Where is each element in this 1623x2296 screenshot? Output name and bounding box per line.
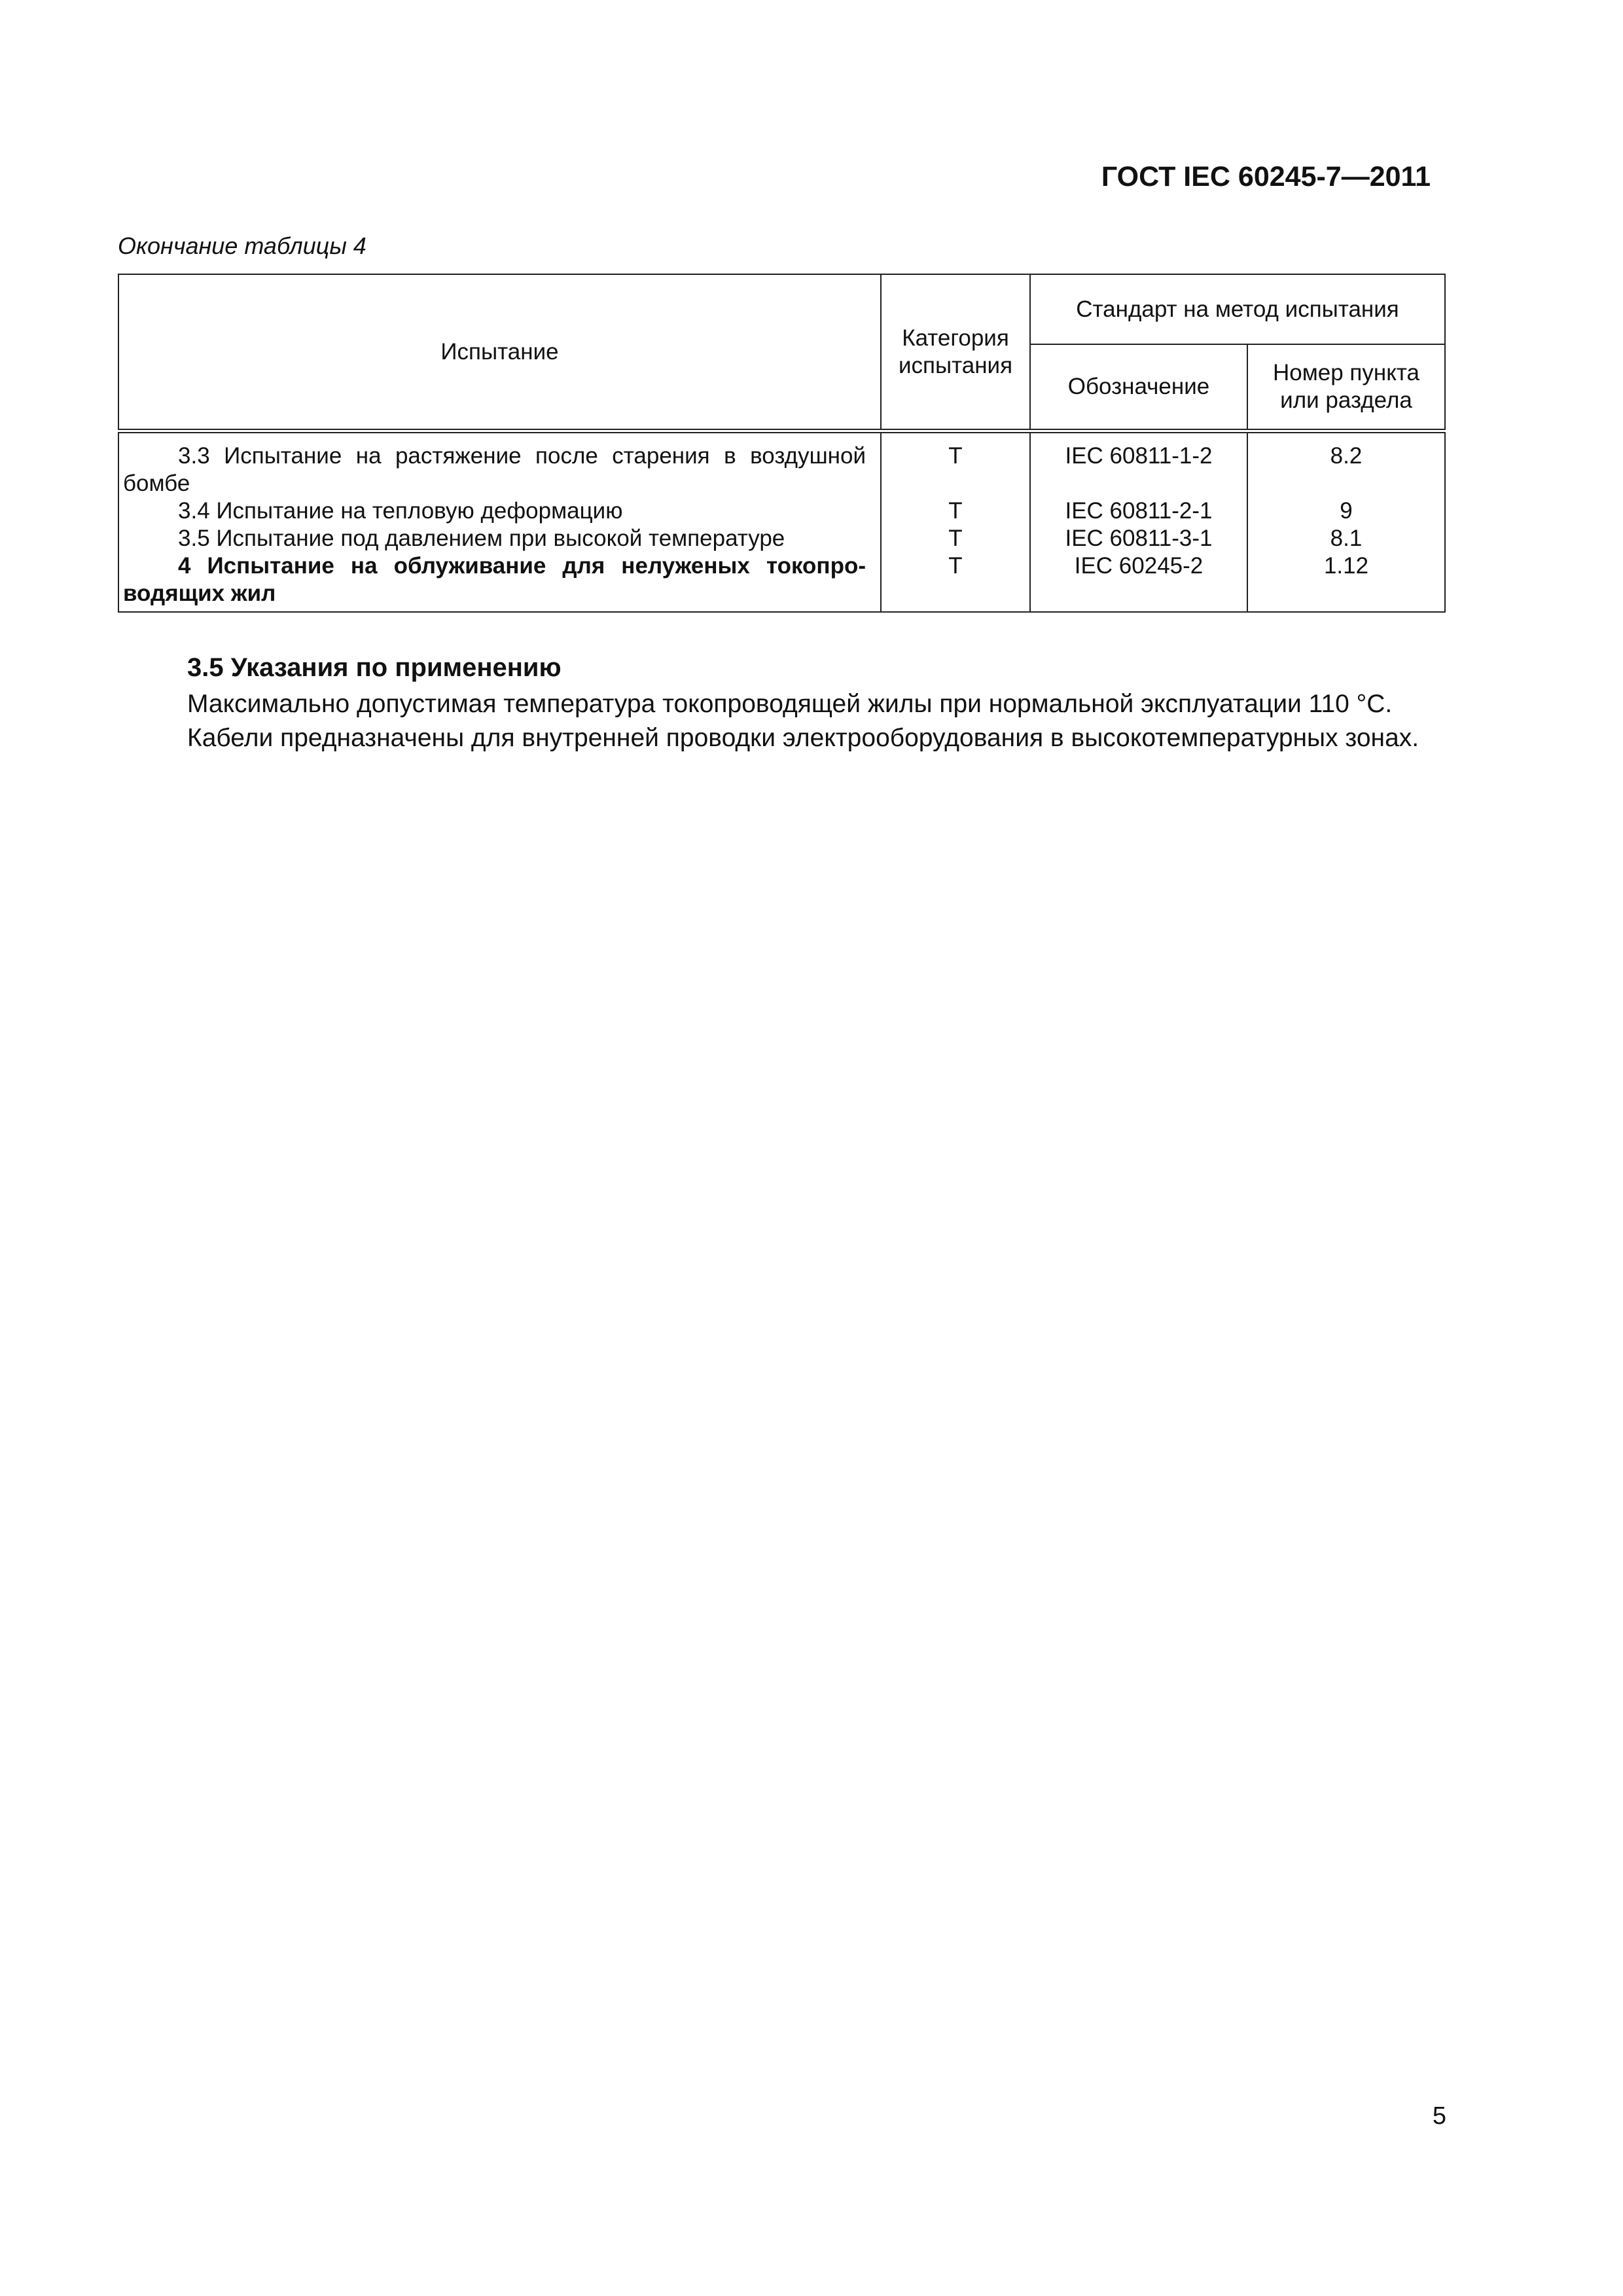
table-row	[118, 552, 1445, 612]
table-row	[118, 497, 1445, 525]
header-test: Испытание	[118, 274, 881, 431]
document-code: ГОСТ IEC 60245-7—2011	[1101, 161, 1431, 192]
cell-test	[118, 525, 881, 552]
cell-test	[118, 431, 881, 498]
cell-clause: 8.2	[1247, 431, 1445, 498]
cell-designation: IEC 60245-2	[1030, 552, 1247, 612]
cell-test-text: 4 Испытание на облуживание для нелуженых токопроводящих жил	[123, 553, 866, 606]
cell-designation: IEC 60811-3-1	[1030, 525, 1247, 552]
table-row	[118, 431, 1445, 498]
section-heading: 3.5 Указания по применению	[187, 653, 562, 682]
cell-category: Т	[881, 552, 1030, 612]
cell-category: Т	[881, 497, 1030, 525]
table-row	[118, 525, 1445, 552]
paragraph: Кабели предназначены для внутренней проводки электрооборудования в высокотемпературных зонах.	[187, 724, 1419, 752]
cell-category: Т	[881, 431, 1030, 498]
header-category: Категория испытания	[881, 274, 1030, 431]
header-clause: Номер пункта или раздела	[1247, 344, 1445, 431]
cell-category: Т	[881, 525, 1030, 552]
test-table	[118, 274, 1446, 613]
cell-test-text: 3.3 Испытание на растяжение после старения в воздушной бомбе	[123, 443, 866, 496]
header-designation: Обозначение	[1030, 344, 1247, 431]
paragraph: Максимально допустимая температура токопроводящей жилы при нормальной эксплуатации 110 °С.	[187, 690, 1393, 718]
cell-clause: 8.1	[1247, 525, 1445, 552]
cell-designation: IEC 60811-2-1	[1030, 497, 1247, 525]
cell-test-text: 3.4 Испытание на тепловую деформацию	[178, 498, 623, 524]
cell-test	[118, 552, 881, 612]
cell-designation: IEC 60811-1-2	[1030, 431, 1247, 498]
cell-clause: 1.12	[1247, 552, 1445, 612]
cell-test	[118, 497, 881, 525]
section-usage	[118, 648, 1444, 755]
page-number: 5	[1432, 2102, 1446, 2130]
table-caption: Окончание таблицы 4	[118, 232, 366, 259]
cell-clause: 9	[1247, 497, 1445, 525]
table-header	[118, 274, 1445, 431]
header-standard-group: Стандарт на метод испытания	[1030, 274, 1445, 344]
cell-test-text: 3.5 Испытание под давлением при высокой температуре	[178, 526, 785, 551]
